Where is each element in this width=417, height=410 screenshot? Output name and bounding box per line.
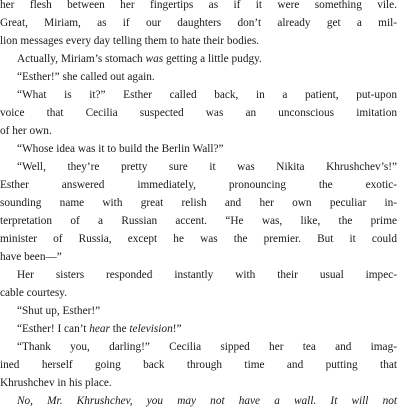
text-span: Actually, Miriam’s stomach <box>17 53 146 65</box>
text-line <box>17 392 397 410</box>
text-span: ined herself going back through time and putting that <box>0 359 397 371</box>
text-span: cable courtesy. <box>0 287 68 299</box>
text-span: Esther answered immediately, pronouncing the exotic- <box>0 179 397 191</box>
text-line <box>0 284 400 302</box>
text-span: “What is it?” Esther called back, in a patient, put-upon <box>17 89 397 101</box>
text-span: “Well, they’re pretty sure it was Nikita Khrushchev’s!” <box>17 161 397 173</box>
text-line <box>0 248 400 266</box>
text-span: Great, Miriam, as if our daughters don’t already get a mil- <box>0 17 397 29</box>
text-span: lion messages every day telling them to hate their bodies. <box>0 35 260 47</box>
text-span: “Thank you, darling!” Cecilia sipped her tea and imag- <box>17 341 397 353</box>
italic-text: was <box>145 53 164 65</box>
text-span: “Shut up, Esther!” <box>17 305 101 317</box>
text-span: Khrushchev in his place. <box>0 377 112 389</box>
text-line <box>0 194 397 212</box>
text-line <box>17 50 417 68</box>
text-span: terpretation of a Russian accent. “He was, like, the prime <box>0 215 397 227</box>
italic-text: No, Mr. Khrushchev, you may not have a wall. It will not <box>17 395 397 407</box>
text-line <box>0 374 400 392</box>
text-span: !” <box>172 323 182 335</box>
text-line <box>17 158 397 176</box>
italic-text: television <box>129 323 173 335</box>
text-line <box>0 104 397 122</box>
text-span: Her sisters responded instantly with their usual impec- <box>17 269 397 281</box>
text-line <box>17 86 397 104</box>
text-line <box>17 140 417 158</box>
text-line <box>0 14 397 32</box>
text-span: the <box>109 323 130 335</box>
text-line <box>0 212 397 230</box>
italic-text: hear <box>89 323 110 335</box>
text-span: sounding name with great relish and her own peculiar in- <box>0 197 397 209</box>
text-line <box>0 176 397 194</box>
text-line <box>17 320 417 338</box>
text-span: have been—” <box>0 251 62 263</box>
text-line <box>17 68 417 86</box>
text-line <box>17 266 397 284</box>
text-span: getting a little pudgy. <box>163 53 262 65</box>
text-line <box>0 356 397 374</box>
text-span: her flesh between her fingertips as if it were something vile. <box>0 0 397 11</box>
text-line <box>0 122 400 140</box>
text-line <box>17 302 417 320</box>
text-line <box>17 338 397 356</box>
text-span: minister of Russia, except he was the premier. But it could <box>0 233 397 245</box>
text-span: “Esther! I can’t <box>17 323 90 335</box>
text-span: voice that Cecilia suspected was an unconscious imitation <box>0 107 397 119</box>
text-span: “Whose idea was it to build the Berlin Wall?” <box>17 143 224 155</box>
text-span: “Esther!” she called out again. <box>17 71 155 83</box>
text-line <box>0 230 397 248</box>
text-line <box>0 0 397 14</box>
text-line <box>0 32 400 50</box>
text-span: of her own. <box>0 125 52 137</box>
